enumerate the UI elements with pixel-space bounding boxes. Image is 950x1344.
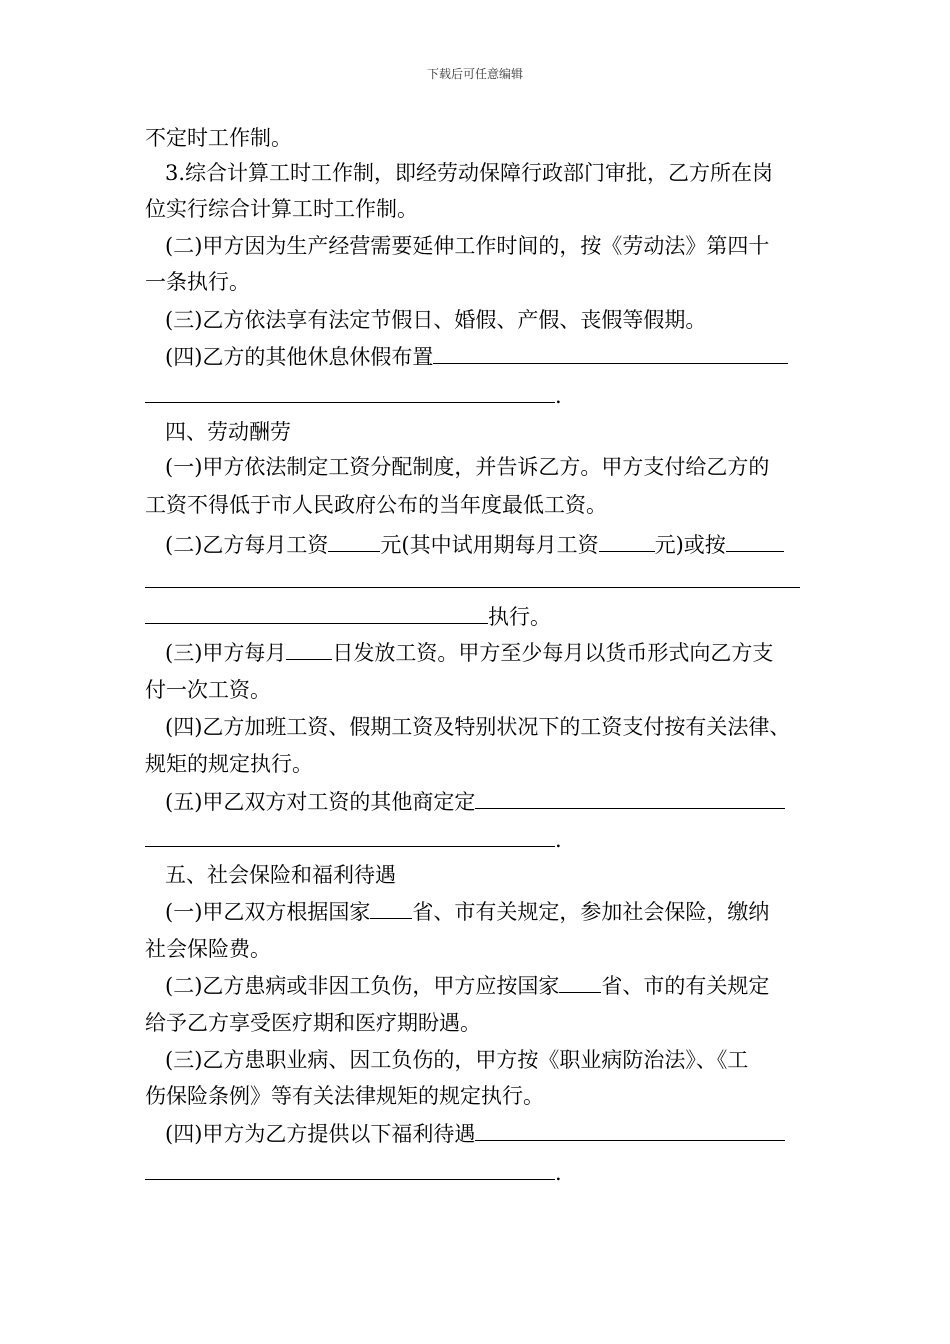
line-text: 元)或按 [654,533,726,557]
paragraph-line [145,565,825,596]
paragraph-line [165,637,845,668]
blank-underline [599,529,655,552]
paragraph-line [165,786,845,817]
paragraph-line [145,380,825,411]
section-heading: 五、社会保险和福利待遇 [165,863,396,887]
paragraph-line [165,896,845,927]
paragraph-line [165,1118,845,1149]
line-text: (四)乙方的其他休息休假布置 [165,345,434,369]
blank-underline [475,786,785,809]
line-text: (二)乙方每月工资 [165,533,329,557]
line-text: . [555,384,562,408]
line-text: 执行。 [488,605,551,629]
line-text: 省、市的有关规定 [601,974,770,998]
paragraph-line: 社会保险费。 [145,937,271,961]
paragraph-line [165,529,845,560]
blank-underline [433,341,788,364]
line-text: (四)甲方为乙方提供以下福利待遇 [165,1122,476,1146]
paragraph-line: 伤保险条例》等有关法律规矩的规定执行。 [145,1084,544,1108]
paragraph-line [165,341,845,372]
line-text: 省、市有关规定，参加社会保险，缴纳 [412,900,770,924]
paragraph-line: 给予乙方享受医疗期和医疗期盼遇。 [145,1011,481,1035]
line-text: (三)甲方每月 [165,641,287,665]
line-text: 元(其中试用期每月工资 [380,533,599,557]
blank-underline [145,601,488,624]
paragraph-line: 付一次工资。 [145,678,271,702]
blank-underline [145,380,555,403]
paragraph-line: (三)乙方依法享有法定节假日、婚假、产假、丧假等假期。 [165,308,707,332]
paragraph-line [145,824,825,855]
blank-underline [145,1157,555,1180]
paragraph-line [165,970,845,1001]
paragraph-line: 一条执行。 [145,270,250,294]
paragraph-line [145,601,825,632]
line-text: (二)乙方患病或非因工负伤，甲方应按国家 [165,974,560,998]
line-text: 日发放工资。甲方至少每月以货币形式向乙方支 [332,641,774,665]
blank-underline [475,1118,785,1141]
line-text: (一)甲乙双方根据国家 [165,900,371,924]
blank-underline [145,565,800,588]
paragraph-line: (三)乙方患职业病、因工负伤的，甲方按《职业病防治法》、《工 [165,1048,749,1072]
blank-underline [145,824,555,847]
paragraph-line [145,1157,825,1188]
line-text: (五)甲乙双方对工资的其他商定定 [165,790,476,814]
blank-underline [286,637,332,660]
paragraph-line: 3.综合计算工时工作制，即经劳动保障行政部门审批，乙方所在岗 [165,161,774,185]
paragraph-line: 位实行综合计算工时工作制。 [145,197,418,221]
paragraph-line: 工资不得低于市人民政府公布的当年度最低工资。 [145,493,607,517]
line-text: . [555,1161,562,1185]
paragraph-line: (四)乙方加班工资、假期工资及特别状况下的工资支付按有关法律、 [165,715,791,739]
blank-underline [726,529,784,552]
paragraph-line: (二)甲方因为生产经营需要延伸工作时间的，按《劳动法》第四十 [165,234,770,258]
paragraph-line: 不定时工作制。 [145,126,292,150]
blank-underline [328,529,380,552]
paragraph-line: (一)甲方依法制定工资分配制度，并告诉乙方。甲方支付给乙方的 [165,455,770,479]
page-header: 下载后可任意编辑 [426,67,523,81]
blank-underline [370,896,412,919]
blank-underline [559,970,601,993]
section-heading: 四、劳动酬劳 [165,420,291,444]
paragraph-line: 规矩的规定执行。 [145,752,313,776]
line-text: . [555,828,562,852]
